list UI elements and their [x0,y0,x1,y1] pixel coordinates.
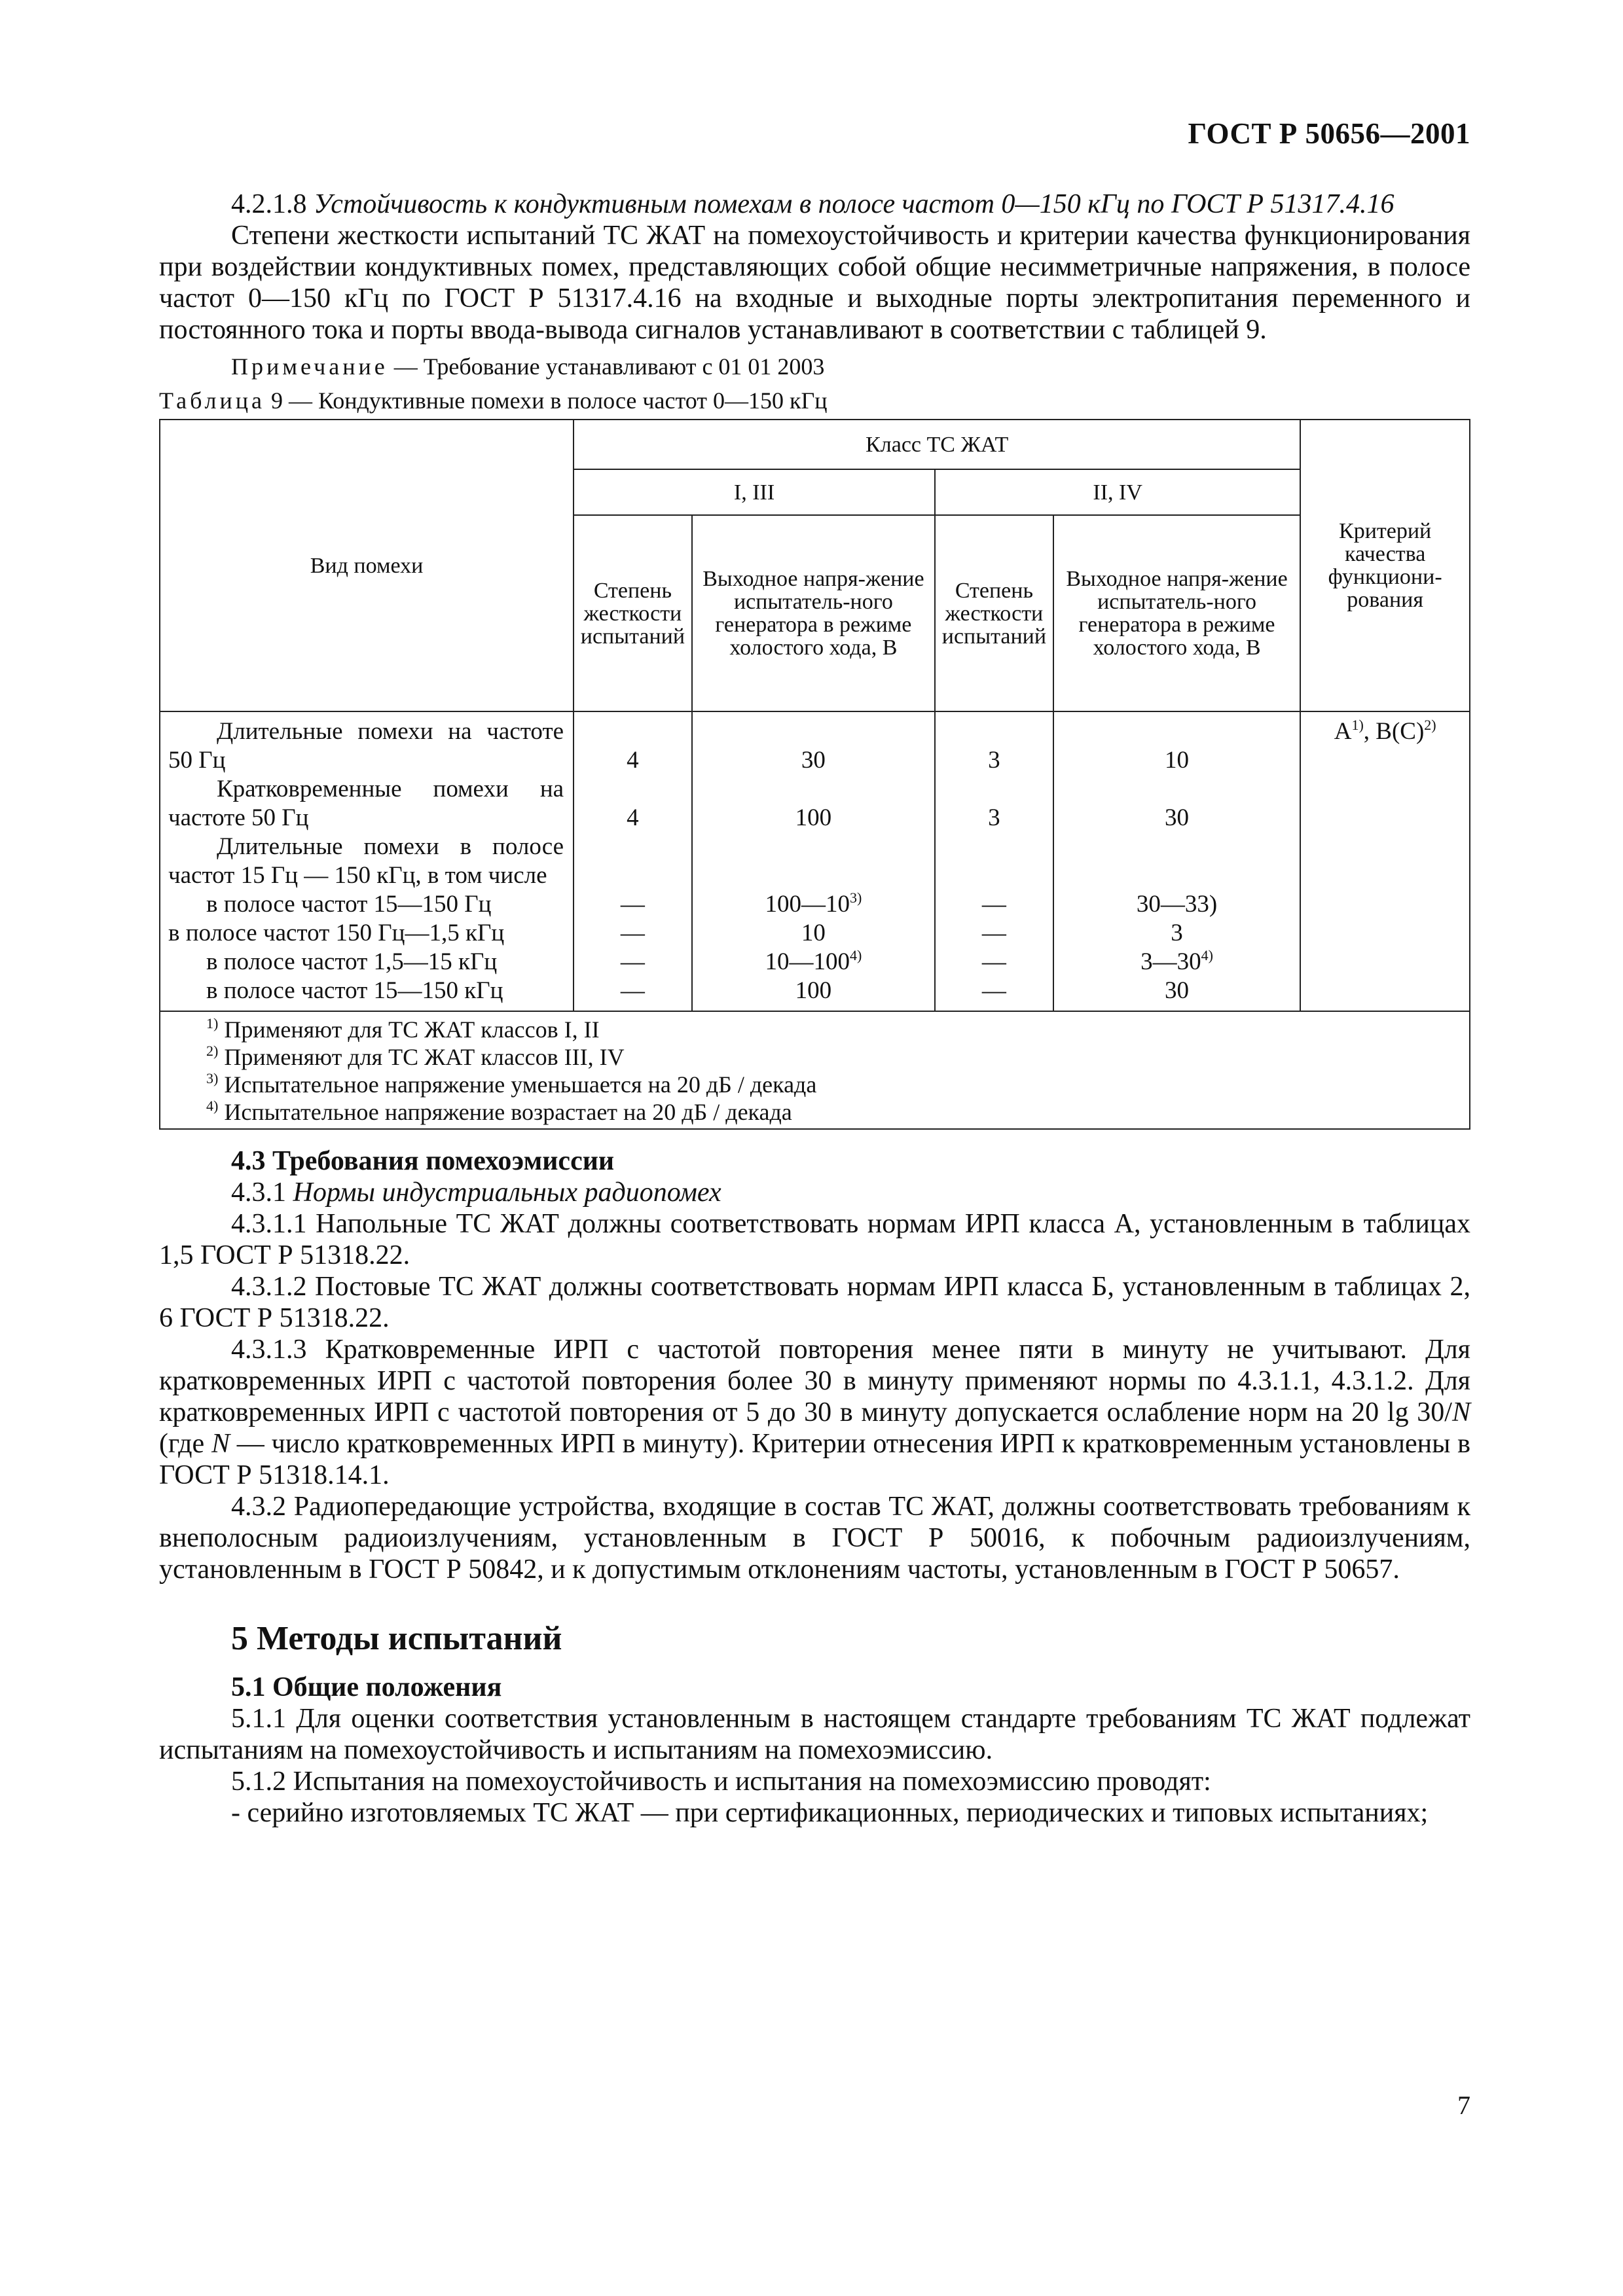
col-header-class: Класс ТС ЖАТ [574,420,1300,469]
footnote-mark: 4) [206,1098,219,1114]
criterion-a: А [1334,718,1352,745]
cell-degree-2: — [935,977,1053,1011]
table-row [160,977,1470,1011]
table-row [160,948,1470,977]
table-row [160,775,1470,833]
cell-degree-2: — [935,919,1053,948]
variable-n: N [211,1429,230,1459]
cell-voltage-1: 100 [692,977,935,1011]
cell-voltage-1: 100 [692,775,935,833]
cell-degree-1: 4 [574,775,692,833]
cell-degree-1: — [574,977,692,1011]
criterion-b-sup: 2) [1424,717,1436,733]
cell-voltage-2: 3 [1053,919,1301,948]
empty-cell [692,833,935,890]
footnote-text: Применяют для ТС ЖАТ классов I, II [218,1016,600,1043]
cell-degree-2: — [935,890,1053,919]
table-9 [159,419,1470,1130]
footnote-text: Испытательное напряжение возрастает на 20 дБ / декада [218,1099,792,1125]
table-caption-text: 9 — Кондуктивные помехи в полосе частот 0—150 кГц [264,387,828,414]
criterion-b: , В(С) [1363,718,1425,745]
cell-degree-1: 4 [574,711,692,775]
footnote [206,1071,1461,1098]
cell-voltage-2: 30 [1053,977,1301,1011]
section-4-2-1-8-title [159,188,1470,220]
cell-voltage-2: 30 [1053,775,1301,833]
section-4-3-heading: 4.3 Требования помехоэмиссии [231,1146,615,1176]
note [159,352,1470,381]
row-label: в полосе частот 1,5—15 кГц [160,948,574,977]
footnote-mark: 3) [206,1070,219,1086]
col-header-degree-1: Степень жесткости испытаний [574,515,692,711]
section-4-3-1-title [159,1177,1470,1208]
footnote [206,1098,1461,1126]
row-label: в полосе частот 15—150 Гц [160,890,574,919]
cell-degree-2: 3 [935,711,1053,775]
note-label: Примечание [231,353,388,380]
section-title: Устойчивость к кондуктивным помехам в полосе частот 0—150 кГц по ГОСТ Р 51317.4.16 [314,189,1395,219]
cell-footnote-mark: 3) [849,889,862,906]
footnote-mark: 1) [206,1015,219,1031]
cell-degree-1: — [574,919,692,948]
cell-degree-1: — [574,890,692,919]
footnote-text: Испытательное напряжение уменьшается на 20 дБ / декада [218,1071,817,1098]
cell-footnote-mark: 4) [1201,947,1213,963]
col-header-criterion: Критерий качества функциони-рования [1300,420,1470,711]
table-caption-label: Таблица [159,387,265,414]
col-header-kind: Вид помехи [160,420,574,711]
cell-voltage-1 [692,890,935,919]
table-row [160,890,1470,919]
table-row [160,919,1470,948]
paragraph-4-3-1-3 [159,1334,1470,1491]
cell-value: 3—30 [1140,948,1201,975]
row-label: в полосе частот 15—150 кГц [160,977,574,1011]
section-4-2-1-8-text: Степени жесткости испытаний ТС ЖАТ на помехоустойчивость и критерии качества функционирования при воздействии кондуктивных помех, представляющих собой общие несимметричные напряжения, в полосе частот 0—150 кГц по ГОСТ Р 51317.4.16 на входные и выходные порты электропитания переменного и постоянного тока и порты ввода-вывода сигналов устанавливают в соответствии с таблицей 9. [159,221,1470,345]
table-row [160,833,1470,890]
text-run: 4.3.1.3 Кратковременные ИРП с частотой повторения менее пяти в минуту не учитывают. Для кратковременных ИРП с частотой повторения более 30 в минуту применяют нормы по 4.3.1.1, 4.3.1.2. Для кратковременных ИРП с частотой повторения от 5 до 30 в минуту допускается ослабление норм на 20 lg 30/ [159,1335,1470,1427]
paragraph-5-1-2: 5.1.2 Испытания на помехоустойчивость и испытания на помехоэмиссию проводят: [231,1767,1211,1797]
footnote [206,1043,1461,1071]
paragraph-5-1-1: 5.1.1 Для оценки соответствия установленным в настоящем стандарте требованиям ТС ЖАТ подлежат испытаниям на помехоустойчивость и испытаниям на помехоэмиссию. [159,1704,1470,1765]
footnote-mark: 2) [206,1043,219,1059]
cell-voltage-2: 30—33) [1053,890,1301,919]
cell-footnote-mark: 4) [849,947,862,963]
table-footnotes [160,1011,1470,1129]
footnote-text: Применяют для ТС ЖАТ классов III, IV [218,1044,625,1070]
paragraph-4-3-1-1: 4.3.1.1 Напольные ТС ЖАТ должны соответствовать нормам ИРП класса А, установленным в таблицах 1,5 ГОСТ Р 51318.22. [159,1209,1470,1270]
row-label: Кратковременные помехи на частоте 50 Гц [160,775,574,833]
cell-voltage-1: 10 [692,919,935,948]
section-title: Нормы индустриальных радиопомех [293,1177,721,1208]
col-header-voltage-2: Выходное напря-жение испытатель-ного генератора в режиме холостого хода, В [1053,515,1301,711]
empty-cell [574,833,692,890]
section-5-heading: 5 Методы испытаний [231,1620,562,1657]
variable-n: N [1451,1397,1470,1427]
row-label: Длительные помехи на частоте 50 Гц [160,711,574,775]
col-header-voltage-1: Выходное напря-жение испытатель-ного генератора в режиме холостого хода, В [692,515,935,711]
note-text: — Требование устанавливают с 01 01 2003 [388,353,825,380]
footnote [206,1016,1461,1043]
cell-voltage-2: 10 [1053,711,1301,775]
cell-value: 100—10 [765,891,850,918]
cell-voltage-1: 30 [692,711,935,775]
cell-voltage-2 [1053,948,1301,977]
section-number: 4.3.1 [231,1177,286,1208]
cell-voltage-1 [692,948,935,977]
col-header-degree-2: Степень жесткости испытаний [935,515,1053,711]
page-number: 7 [1457,2090,1470,2120]
paragraph-4-3-1-2: 4.3.1.2 Постовые ТС ЖАТ должны соответствовать нормам ИРП класса Б, установленным в таблицах 2, 6 ГОСТ Р 51318.22. [159,1272,1470,1333]
page-content [159,188,1470,1829]
cell-degree-2: 3 [935,775,1053,833]
cell-value: 10—100 [765,948,850,975]
col-header-group-2: II, IV [935,469,1300,515]
standard-header: ГОСТ Р 50656—2001 [1188,117,1470,150]
section-number: 4.2.1.8 [231,189,307,219]
criterion-cell [1300,711,1470,1011]
criterion-a-sup: 1) [1351,717,1364,733]
row-label: в полосе частот 150 Гц—1,5 кГц [160,919,574,948]
col-header-group-1: I, III [574,469,935,515]
text-run: — число кратковременных ИРП в минуту). Критерии отнесения ИРП к кратковременным установлены в ГОСТ Р 51318.14.1. [159,1429,1471,1490]
cell-degree-2: — [935,948,1053,977]
table-row [160,711,1470,775]
text-run: (где [159,1429,211,1459]
paragraph-5-1-2-item: - серийно изготовляемых ТС ЖАТ — при сертификационных, периодических и типовых испытаниях; [231,1798,1429,1828]
section-5-1-heading: 5.1 Общие положения [231,1672,502,1702]
paragraph-4-3-2: 4.3.2 Радиопередающие устройства, входящие в состав ТС ЖАТ, должны соответствовать требованиям к внеполосным радиоизлучениям, установленным в ГОСТ Р 50016, к побочным радиоизлучениям, установленным в ГОСТ Р 50842, и к допустимым отклонениям частоты, установленным в ГОСТ Р 50657. [159,1492,1470,1585]
cell-degree-1: — [574,948,692,977]
row-label: Длительные помехи в полосе частот 15 Гц — 150 кГц, в том числе [160,833,574,890]
empty-cell [935,833,1053,890]
empty-cell [1053,833,1301,890]
table-caption [159,386,1470,415]
